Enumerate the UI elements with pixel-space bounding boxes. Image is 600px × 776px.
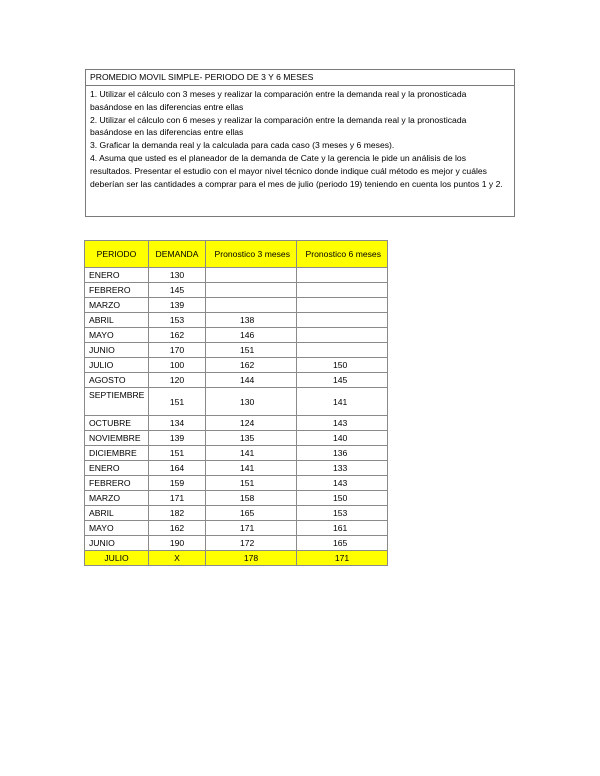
table-row	[85, 521, 388, 536]
cell-periodo: MAYO	[85, 521, 149, 536]
cell-pronostico-6: 136	[297, 446, 388, 461]
cell-pronostico-6: 171	[297, 551, 388, 566]
cell-pronostico-6	[297, 328, 388, 343]
cell-pronostico-6: 141	[297, 388, 388, 416]
cell-pronostico-3: 151	[206, 476, 297, 491]
cell-pronostico-3: 178	[206, 551, 297, 566]
cell-demanda: 159	[149, 476, 206, 491]
cell-pronostico-6: 140	[297, 431, 388, 446]
cell-periodo: SEPTIEMBRE	[85, 388, 149, 416]
cell-pronostico-6: 145	[297, 373, 388, 388]
cell-pronostico-3: 151	[206, 343, 297, 358]
cell-periodo: NOVIEMBRE	[85, 431, 149, 446]
cell-periodo: JULIO	[85, 551, 149, 566]
table-row	[85, 343, 388, 358]
cell-pronostico-3: 165	[206, 506, 297, 521]
table-row	[85, 491, 388, 506]
cell-periodo: JUNIO	[85, 343, 149, 358]
cell-pronostico-3	[206, 283, 297, 298]
header-row	[85, 241, 388, 268]
header-periodo: PERIODO	[85, 241, 149, 268]
table-row	[85, 373, 388, 388]
instruction-item-1: 1. Utilizar el cálculo con 3 meses y realizar la comparación entre la demanda real y la pronosticada basándose en las diferencias entre ellas	[90, 89, 467, 112]
cell-pronostico-6: 150	[297, 491, 388, 506]
cell-pronostico-3	[206, 268, 297, 283]
header-demanda: DEMANDA	[149, 241, 206, 268]
cell-pronostico-3: 135	[206, 431, 297, 446]
cell-pronostico-3: 158	[206, 491, 297, 506]
table-body	[85, 268, 388, 566]
cell-periodo: MARZO	[85, 491, 149, 506]
cell-demanda: 139	[149, 298, 206, 313]
table-row	[85, 313, 388, 328]
cell-periodo: MAYO	[85, 328, 149, 343]
demand-table	[84, 240, 388, 566]
table-row	[85, 431, 388, 446]
forecast-row	[85, 551, 388, 566]
table-row	[85, 506, 388, 521]
table-row	[85, 388, 388, 416]
table-row	[85, 283, 388, 298]
cell-demanda: 153	[149, 313, 206, 328]
instruction-item-2: 2. Utilizar el cálculo con 6 meses y realizar la comparación entre la demanda real y la pronosticada basándose en las diferencias entre ellas	[90, 114, 467, 138]
cell-pronostico-3: 172	[206, 536, 297, 551]
cell-pronostico-6	[297, 343, 388, 358]
cell-demanda: 100	[149, 358, 206, 373]
cell-demanda: 151	[149, 388, 206, 416]
cell-demanda: 171	[149, 491, 206, 506]
header-pronostico-3: Pronostico 3 meses	[206, 241, 297, 268]
cell-periodo: ABRIL	[85, 506, 149, 521]
instruction-item-4: 4. Asuma que usted es el planeador de la demanda de Cate y la gerencia le pide un análisis de los resultados. Presentar el estudio con el mayor nivel técnico donde indique cuál método es mejor y cuáles deberían ser las cantidades a comprar para el mes de julio (periodo 19) teniendo en cuenta los puntos 1 y 2.	[90, 152, 503, 189]
cell-periodo: FEBRERO	[85, 476, 149, 491]
cell-pronostico-6	[297, 313, 388, 328]
cell-periodo: JUNIO	[85, 536, 149, 551]
table-row	[85, 328, 388, 343]
cell-demanda: 182	[149, 506, 206, 521]
table-row	[85, 416, 388, 431]
cell-demanda: 134	[149, 416, 206, 431]
cell-demanda: 139	[149, 431, 206, 446]
cell-pronostico-3: 162	[206, 358, 297, 373]
cell-periodo: AGOSTO	[85, 373, 149, 388]
cell-demanda: 162	[149, 328, 206, 343]
cell-pronostico-6: 143	[297, 476, 388, 491]
cell-pronostico-6: 161	[297, 521, 388, 536]
cell-pronostico-3	[206, 298, 297, 313]
cell-demanda: 164	[149, 461, 206, 476]
header-pronostico-6: Pronostico 6 meses	[297, 241, 388, 268]
cell-demanda: 130	[149, 268, 206, 283]
cell-demanda: 120	[149, 373, 206, 388]
cell-pronostico-3: 138	[206, 313, 297, 328]
cell-periodo: ABRIL	[85, 313, 149, 328]
cell-pronostico-6	[297, 283, 388, 298]
cell-demanda: 151	[149, 446, 206, 461]
table-row	[85, 461, 388, 476]
instructions-body	[86, 86, 514, 190]
instruction-item-3: 3. Graficar la demanda real y la calculada para cada caso (3 meses y 6 meses).	[90, 140, 395, 151]
cell-periodo: DICIEMBRE	[85, 446, 149, 461]
table-row	[85, 446, 388, 461]
cell-periodo: ENERO	[85, 461, 149, 476]
cell-pronostico-3: 141	[206, 461, 297, 476]
cell-pronostico-6: 153	[297, 506, 388, 521]
cell-demanda: 190	[149, 536, 206, 551]
cell-demanda: 162	[149, 521, 206, 536]
cell-periodo: MARZO	[85, 298, 149, 313]
cell-pronostico-3: 130	[206, 388, 297, 416]
cell-pronostico-6: 143	[297, 416, 388, 431]
cell-pronostico-6: 133	[297, 461, 388, 476]
cell-periodo: ENERO	[85, 268, 149, 283]
table-row	[85, 536, 388, 551]
cell-periodo: JULIO	[85, 358, 149, 373]
instructions-title: PROMEDIO MOVIL SIMPLE- PERIODO DE 3 Y 6 MESES	[86, 70, 514, 86]
cell-pronostico-6	[297, 298, 388, 313]
cell-pronostico-6: 165	[297, 536, 388, 551]
cell-pronostico-6	[297, 268, 388, 283]
cell-demanda: X	[149, 551, 206, 566]
table-row	[85, 358, 388, 373]
table-row	[85, 298, 388, 313]
cell-pronostico-3: 146	[206, 328, 297, 343]
instructions-box	[85, 69, 515, 217]
cell-periodo: OCTUBRE	[85, 416, 149, 431]
table-row	[85, 476, 388, 491]
cell-pronostico-3: 141	[206, 446, 297, 461]
cell-periodo: FEBRERO	[85, 283, 149, 298]
cell-pronostico-3: 124	[206, 416, 297, 431]
cell-pronostico-6: 150	[297, 358, 388, 373]
cell-pronostico-3: 144	[206, 373, 297, 388]
cell-demanda: 170	[149, 343, 206, 358]
table-row	[85, 268, 388, 283]
cell-pronostico-3: 171	[206, 521, 297, 536]
cell-demanda: 145	[149, 283, 206, 298]
